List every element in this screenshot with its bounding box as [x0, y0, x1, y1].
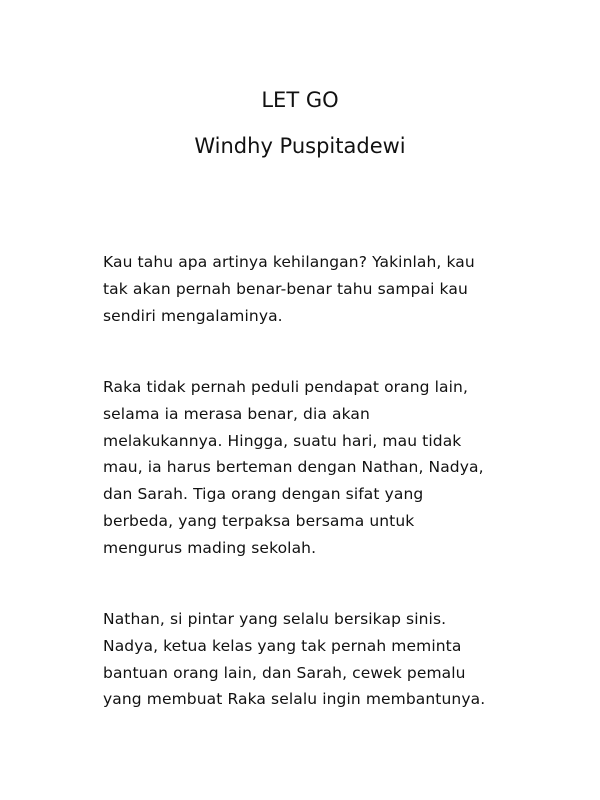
paragraph-line: Nathan, si pintar yang selalu bersikap sinis. [103, 610, 447, 628]
paragraph-line: berbeda, yang terpaksa bersama untuk [103, 511, 415, 530]
paragraph-line: Raka tidak pernah peduli pendapat orang lain, [103, 378, 468, 396]
paragraph-line: dan Sarah. Tiga orang dengan sifat yang [103, 485, 424, 504]
paragraph-line: mau, ia harus berteman dengan Nathan, Nadya, [103, 458, 484, 477]
synopsis-paragraph-1 [103, 249, 523, 329]
paragraph-line: mengurus mading sekolah. [103, 538, 317, 557]
book-author: Windhy Puspitadewi [194, 134, 406, 158]
synopsis-paragraph-2 [103, 374, 523, 562]
synopsis-paragraph-3 [103, 606, 523, 713]
paragraph-line: yang membuat Raka selalu ingin membantunya. [103, 690, 486, 709]
book-title: LET GO [261, 88, 339, 112]
paragraph-line: Kau tahu apa artinya kehilangan? Yakinlah, kau [103, 253, 475, 271]
paragraph-line: melakukannya. Hingga, suatu hari, mau tidak [103, 431, 462, 450]
paragraph-line: bantuan orang lain, dan Sarah, cewek pemalu [103, 663, 466, 682]
paragraph-line: tak akan pernah benar-benar tahu sampai kau [103, 279, 468, 298]
paragraph-line: sendiri mengalaminya. [103, 306, 283, 325]
paragraph-line: Nadya, ketua kelas yang tak pernah meminta [103, 636, 462, 655]
paragraph-line: selama ia merasa benar, dia akan [103, 404, 370, 423]
